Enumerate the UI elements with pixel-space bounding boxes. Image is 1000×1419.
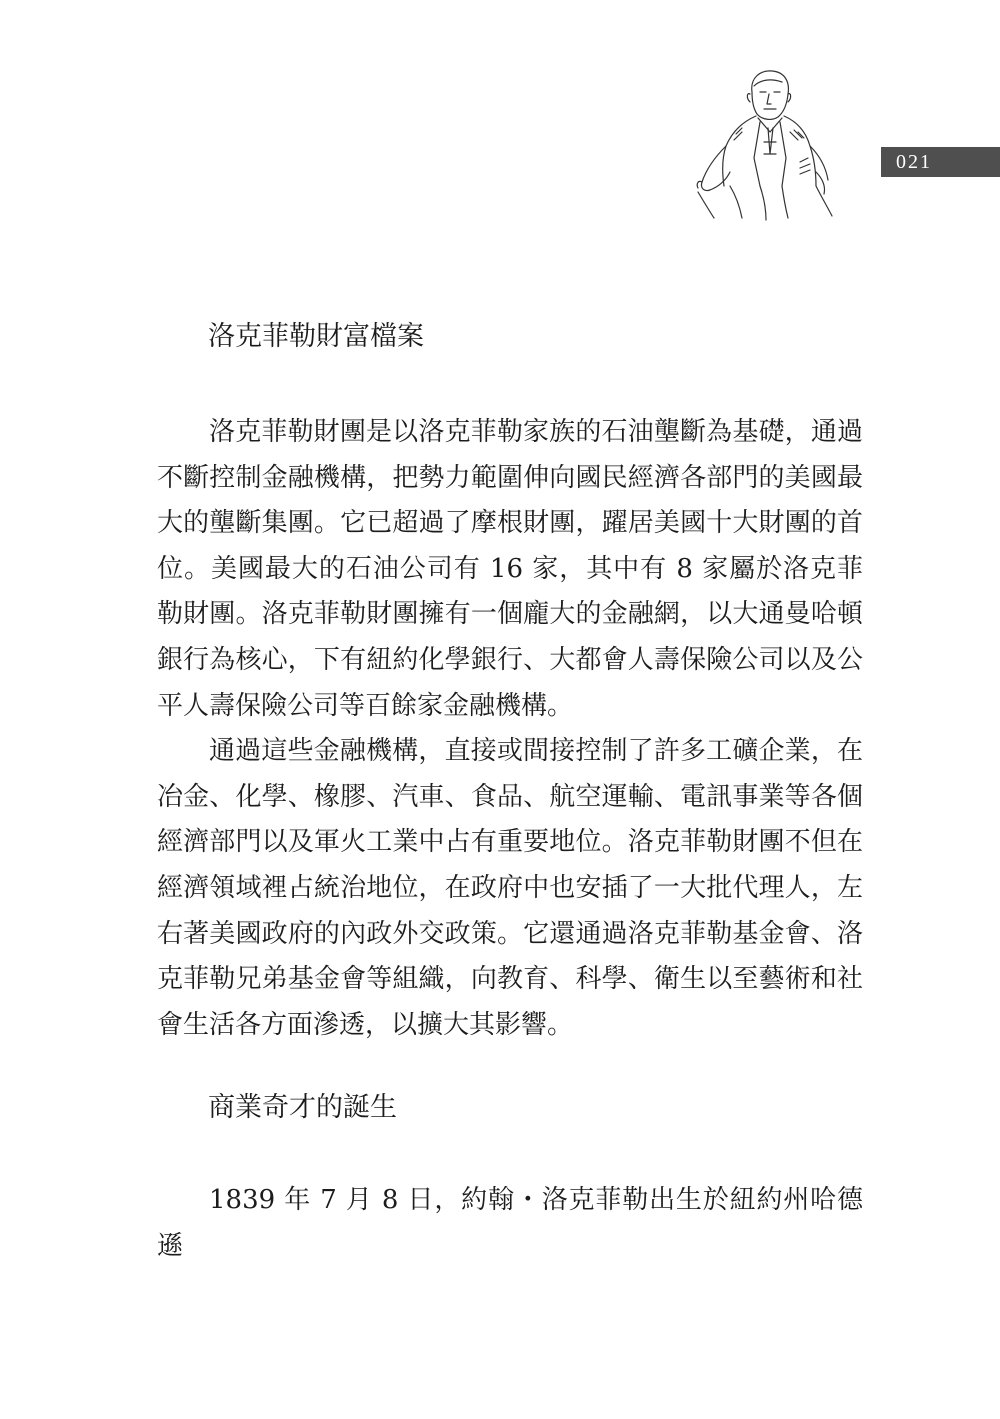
section-body-business-prodigy xyxy=(157,1178,863,1269)
section-heading-wealth-profile: 洛克菲勒財富檔案 xyxy=(208,321,424,352)
paragraph: 1839 年 7 月 8 日，約翰・洛克菲勒出生於紐約州哈德遜 xyxy=(157,1185,863,1261)
paragraph: 洛克菲勒財團是以洛克菲勒家族的石油壟斷為基礎，通過不斷控制金融機構，把勢力範圍伸向國民經濟各部門的美國最大的壟斷集團。它已超過了摩根財團，躍居美國十大財團的首位。美國最大的石油公司有 16 家，其中有 8 家屬於洛克菲勒財團。洛克菲勒財團擁有一個龐大的金融網，以大通曼哈頓銀行為核心，下有紐約化學銀行、大都會人壽保險公司以及公平人壽保險公司等百餘家金融機構。 xyxy=(157,417,863,721)
rockefeller-portrait-sketch-icon xyxy=(690,62,850,222)
paragraph: 通過這些金融機構，直接或間接控制了許多工礦企業，在冶金、化學、橡膠、汽車、食品、航空運輸、電訊事業等各個經濟部門以及軍火工業中占有重要地位。洛克菲勒財團不但在經濟領域裡占統治地位，在政府中也安插了一大批代理人，左右著美國政府的內政外交政策。它還通過洛克菲勒基金會、洛克菲勒兄弟基金會等組織，向教育、科學、衛生以至藝術和社會生活各方面滲透，以擴大其影響。 xyxy=(157,736,863,1040)
section-body-wealth-profile xyxy=(157,410,863,1048)
page-number: 021 xyxy=(881,147,1000,177)
section-heading-business-prodigy: 商業奇才的誕生 xyxy=(208,1092,397,1123)
